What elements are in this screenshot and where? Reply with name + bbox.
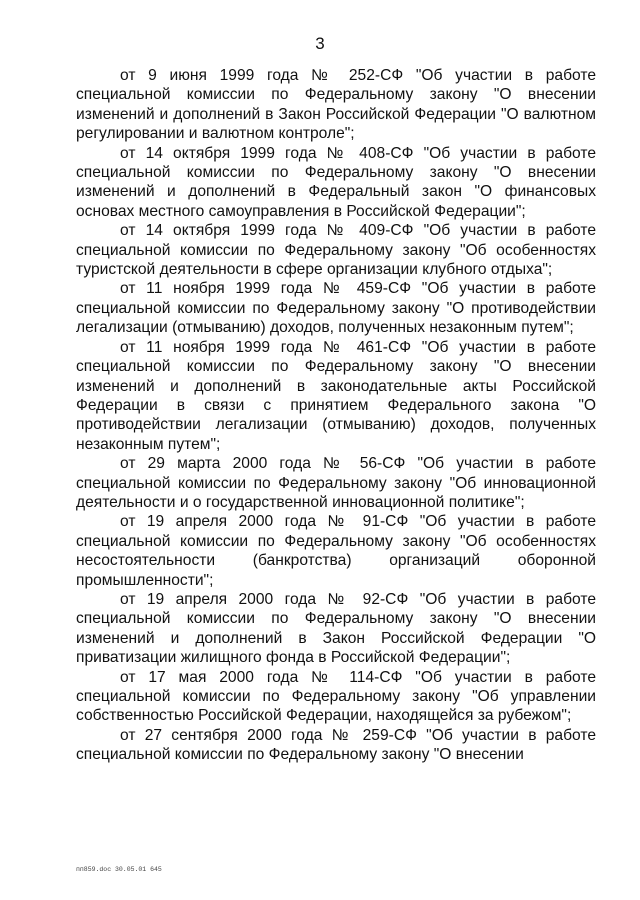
page-number: 3 bbox=[315, 34, 325, 53]
resolution-paragraph: от 19 апреля 2000 года № 91-СФ "Об участии в работе специальной комиссии по Федеральному закону "Об особенностях несостоятельности (банкротства) организаций оборонной промышленности"; bbox=[76, 513, 596, 589]
resolution-paragraph: от 11 ноября 1999 года № 461-СФ "Об участии в работе специальной комиссии по Федеральному закону "О внесении изменений и дополнений в законодательные акты Российской Федерации в связи с принятием Федерального закона "О противодействии легализации (отмыванию) доходов, полученных незаконным путем"; bbox=[76, 338, 596, 453]
resolution-paragraph: от 14 октября 1999 года № 409-СФ "Об участии в работе специальной комиссии по Федеральному закону "Об особенностях туристской деятельности в сфере организации клубного отдыха"; bbox=[76, 222, 596, 279]
resolution-paragraph: от 17 мая 2000 года № 114-СФ "Об участии в работе специальной комиссии по Федеральному закону "Об управлении собственностью Российской Федерации, находящейся за рубежом"; bbox=[76, 668, 596, 725]
resolution-paragraph: от 11 ноября 1999 года № 459-СФ "Об участии в работе специальной комиссии по Федеральному закону "О противодействии легализации (отмыванию) доходов, полученных незаконным путем"; bbox=[76, 280, 596, 337]
resolution-paragraph: от 29 марта 2000 года № 56-СФ "Об участии в работе специальной комиссии по Федеральному закону "Об инновационной деятельности и о государственной инновационной политике"; bbox=[76, 455, 596, 511]
resolution-paragraph: от 27 сентября 2000 года № 259-СФ "Об участии в работе специальной комиссии по Федеральному закону "О внесении bbox=[76, 726, 596, 764]
resolution-paragraph: от 19 апреля 2000 года № 92-СФ "Об участии в работе специальной комиссии по Федеральному закону "О внесении изменений и дополнений в Закон Российской Федерации "О приватизации жилищного фонда в Российской Федерации"; bbox=[76, 590, 596, 667]
resolution-paragraph: от 14 октября 1999 года № 408-СФ "Об участии в работе специальной комиссии по Федеральному закону "О внесении изменений и дополнений в Федеральный закон "О финансовых основах местного самоуправления в Российской Федерации"; bbox=[76, 144, 596, 220]
document-body bbox=[76, 66, 596, 765]
resolution-paragraph: от 9 июня 1999 года № 252-СФ "Об участии в работе специальной комиссии по Федеральному закону "О внесении изменений и дополнений в Закон Российской Федерации "О валютном регулировании и валютном контроле"; bbox=[76, 67, 596, 143]
document-footer-code: пп859.doc 30.05.01 645 bbox=[76, 866, 162, 873]
